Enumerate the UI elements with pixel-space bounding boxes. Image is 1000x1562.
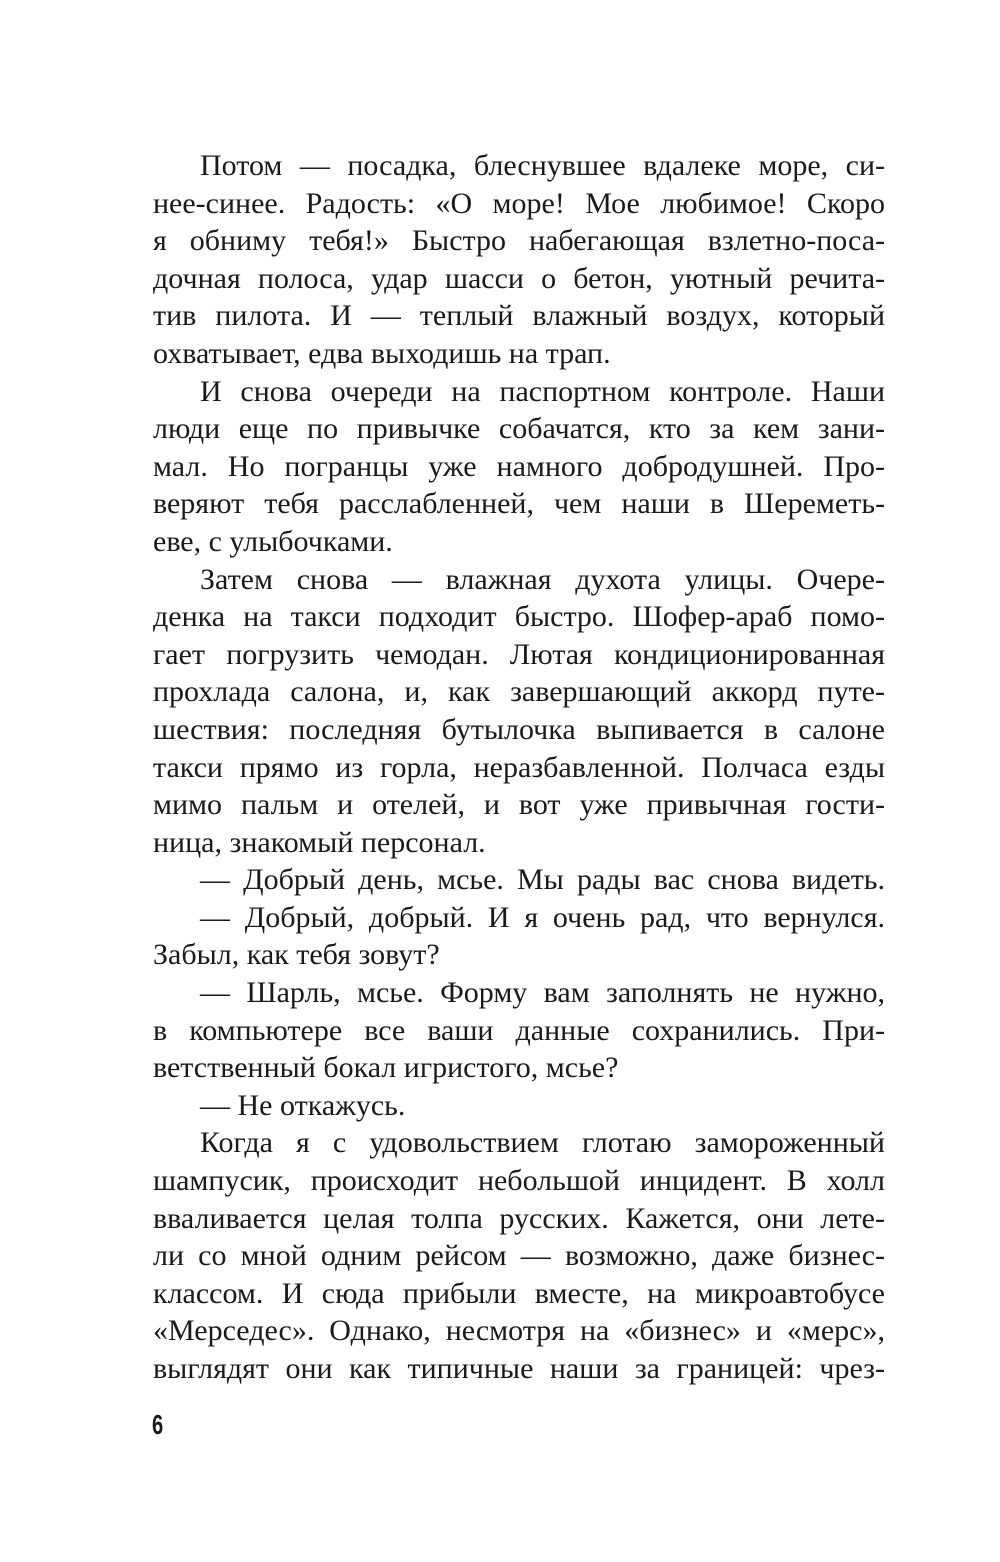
text-line: нее-синее. Радость: «О море! Мое любимое! Скоро bbox=[153, 186, 885, 220]
text-line: веряют тебя расслабленней, чем наши в Шереметь- bbox=[153, 487, 885, 521]
text-line: ница, знакомый персонал. bbox=[153, 825, 486, 859]
text-line: такси прямо из горла, неразбавленной. Полчаса езды bbox=[153, 750, 885, 784]
text-line: выглядят они как типичные наши за границей: чрез- bbox=[153, 1352, 885, 1385]
text-line: мимо пальм и отелей, и вот уже привычная гости- bbox=[153, 788, 885, 822]
text-line: я обниму тебя!» Быстро набегающая взлетно-поса- bbox=[153, 224, 885, 258]
text-line: охватывает, едва выходишь на трап. bbox=[153, 336, 611, 370]
text-line: Забыл, как тебя зовут? bbox=[153, 938, 440, 972]
dialogue-line: — Не откажусь. bbox=[200, 1088, 406, 1122]
text-line: ветственный бокал игристого, мсье? bbox=[153, 1051, 619, 1085]
text-line: дочная полоса, удар шасси о бетон, уютный речита- bbox=[153, 261, 885, 295]
dialogue-line: — Добрый день, мсье. Мы рады вас снова видеть. bbox=[200, 863, 885, 897]
page-number: 6 bbox=[152, 1409, 164, 1440]
text-line: классом. И сюда прибыли вместе, на микроавтобусе bbox=[153, 1276, 885, 1310]
text-line: шествия: последняя бутылочка выпивается в салоне bbox=[153, 712, 885, 746]
text-line: гает погрузить чемодан. Лютая кондиционированная bbox=[153, 637, 885, 671]
text-line: «Мерседес». Однако, несмотря на «бизнес» и «мерс», bbox=[153, 1314, 885, 1348]
text-line: люди еще по привычке собачатся, кто за кем зани- bbox=[153, 412, 885, 446]
text-line: мал. Но погранцы уже намного добродушней. Про- bbox=[153, 449, 885, 483]
text-line: в компьютере все ваши данные сохранились. При- bbox=[153, 1013, 885, 1047]
text-line: И снова очереди на паспортном контроле. Наши bbox=[200, 374, 885, 408]
text-line: шампусик, происходит небольшой инцидент. В холл bbox=[153, 1164, 885, 1198]
text-line: Затем снова — влажная духота улицы. Очере- bbox=[200, 562, 885, 596]
text-line: ли со мной одним рейсом — возможно, даже бизнес- bbox=[153, 1239, 885, 1273]
text-line: прохлада салона, и, как завершающий аккорд путе- bbox=[153, 675, 885, 709]
dialogue-line: — Добрый, добрый. И я очень рад, что вернулся. bbox=[200, 900, 885, 934]
text-line: Потом — посадка, блеснувшее вдалеке море, си- bbox=[200, 149, 885, 182]
text-line: еве, с улыбочками. bbox=[153, 524, 393, 558]
text-line: денка на такси подходит быстро. Шофер-араб помо- bbox=[153, 600, 885, 634]
text-line: тив пилота. И — теплый влажный воздух, который bbox=[153, 299, 885, 333]
text-line: Когда я с удовольствием глотаю замороженный bbox=[200, 1126, 885, 1160]
dialogue-line: — Шарль, мсье. Форму вам заполнять не нужно, bbox=[200, 976, 885, 1010]
text-line: вваливается целая толпа русских. Кажется, они лете- bbox=[153, 1201, 885, 1235]
body-text bbox=[153, 147, 885, 1388]
